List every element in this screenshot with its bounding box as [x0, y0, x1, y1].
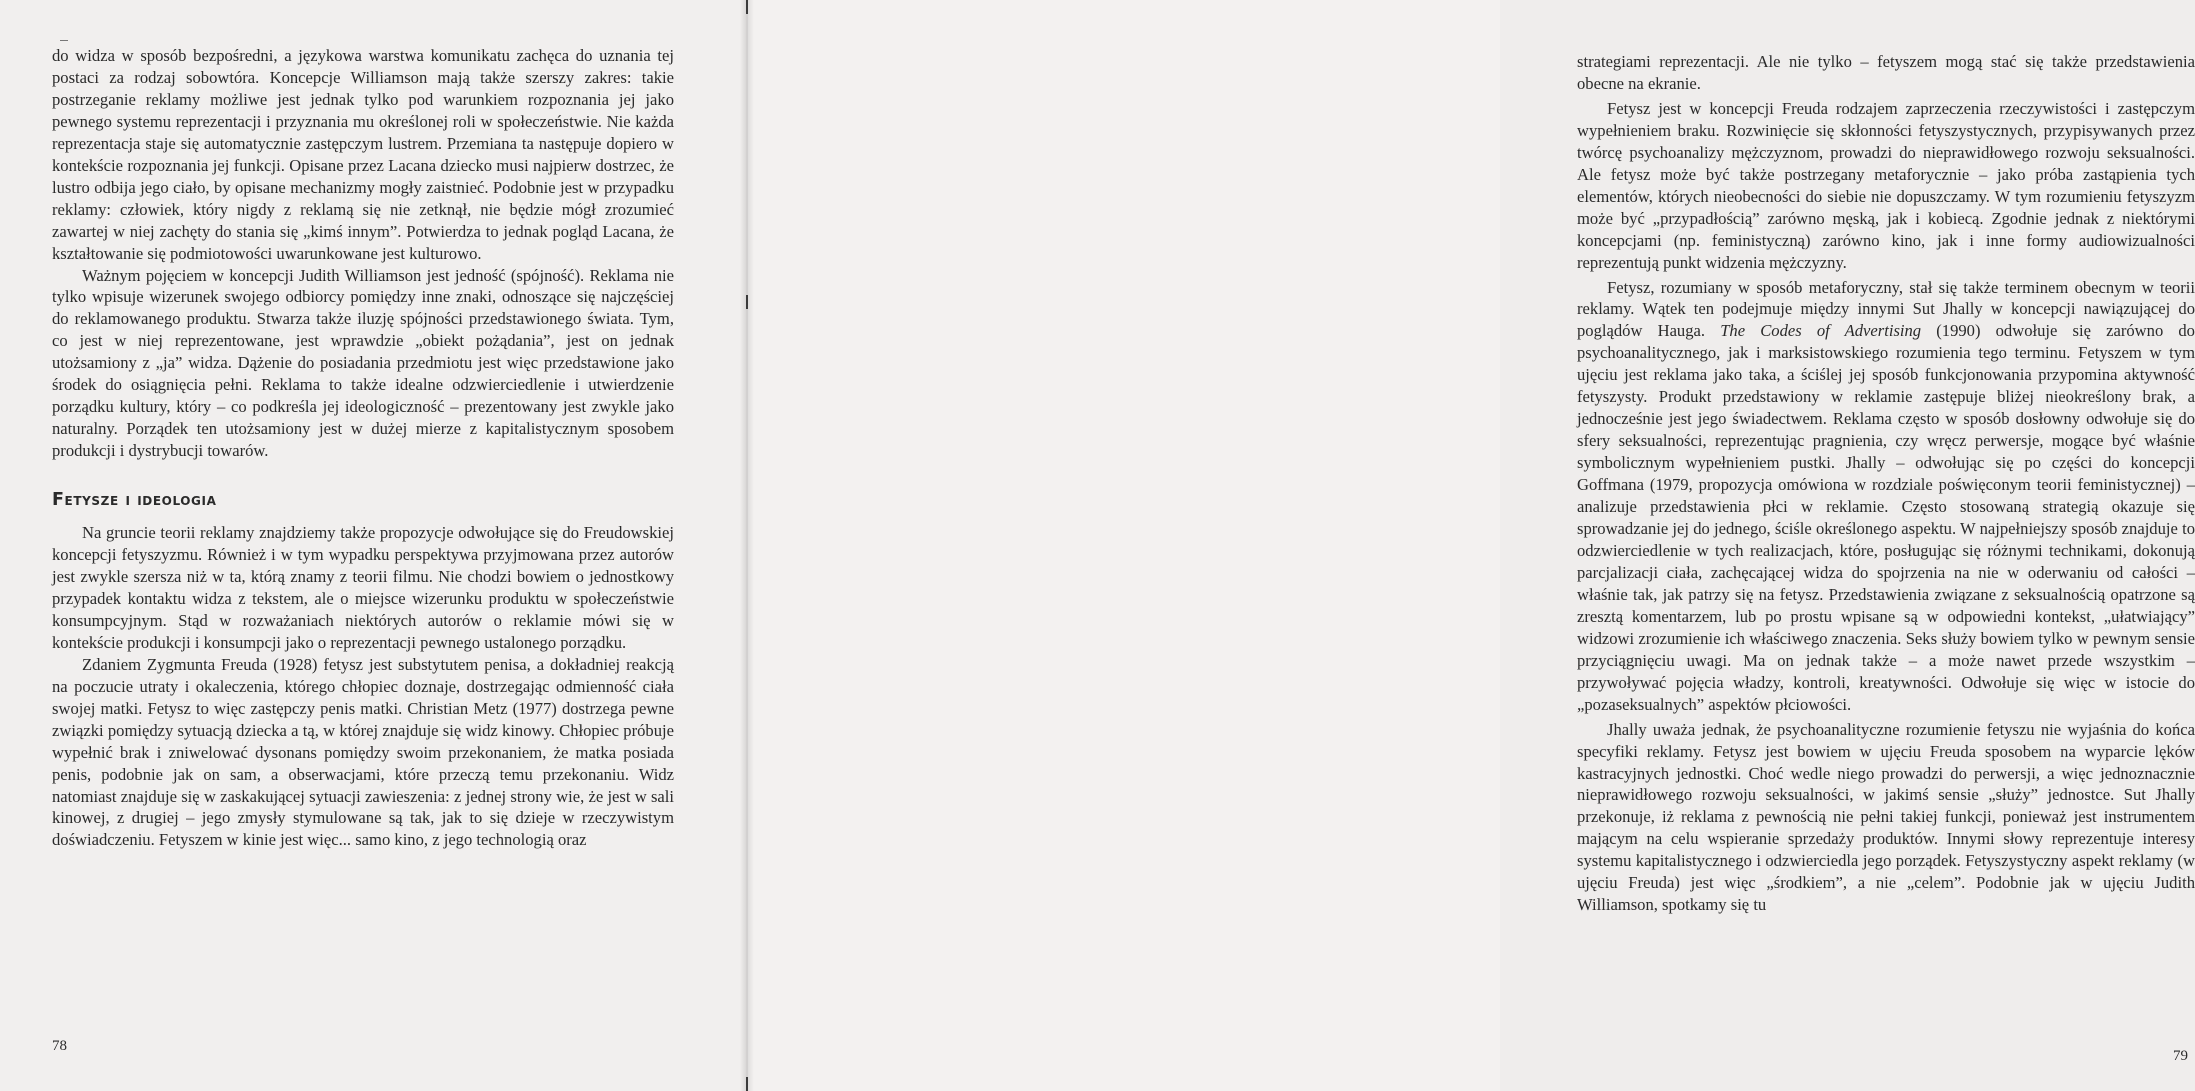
- paragraph: Fetysz jest w koncepcji Freuda rodzajem zaprzeczenia rzeczywistości i zastępczym wypełnieniem braku. Rozwinięcie się skłonności fetyszystycznych, przypisywanych przez twórcę psychoanalizy mężczyznom, prowadzi do nieprawidłowego rozwoju seksualności. Ale fetysz może być także postrzegany metaforycznie – jako próba zastąpienia tych elementów, których nieobecności do siebie nie dopuszczamy. W tym rozumieniu fetyszyzm może być „przypadłością” zarówno męską, jak i kobiecą. Zgodnie jednak z niektórymi koncepcjami (np. feministyczną) zarówno kino, jak i inne formy audiowizualności reprezentują punkt widzenia mężczyzny.: [1577, 98, 2195, 272]
- page-number: 79: [2173, 1048, 2188, 1064]
- left-page-text: [52, 45, 674, 851]
- binding-mark: [746, 0, 748, 14]
- book-title: The Codes of Advertising: [1720, 321, 1922, 341]
- paragraph: do widza w sposób bezpośredni, a językowa warstwa komunikatu zachęca do uznania tej postaci za rodzaj sobowtóra. Koncepcje Williamson mają także szerszy zakres: takie postrzeganie reklamy możliwe jest jednak tylko pod warunkiem rozpoznania jej jako pewnego systemu reprezentacji i przyznania mu określonej roli w społeczeństwie. Nie każda reprezentacja staje się automatycznie zastępczym lustrem. Przemiana ta następuje dopiero w kontekście rozpoznania jej funkcji. Opisane przez Lacana dziecko musi najpierw dostrzec, że lustro odbija jego ciało, by opisane mechanizmy mogły zaistnieć. Podobnie jest w przypadku reklamy: człowiek, który nigdy z reklamą się nie zetknął, nie będzie mógł zrozumieć zawartej w niej zachęty do stania się „kimś innym”. Potwierdza to jednak pogląd Lacana, że kształtowanie się podmiotowości uwarunkowane jest kulturowo.: [52, 46, 674, 263]
- binding-mark: [746, 1077, 748, 1091]
- right-page: [747, 0, 2195, 1091]
- page-number: 78: [52, 1038, 67, 1054]
- paragraph: [1577, 277, 2195, 716]
- paragraph: Zdaniem Zygmunta Freuda (1928) fetysz jest substytutem penisa, a dokładniej reakcją na poczucie utraty i okaleczenia, którego chłopiec doznaje, dostrzegając odmienność ciała swojej matki. Fetysz to więc zastępczy penis matki. Christian Metz (1977) dostrzega pewne związki pomiędzy sytuacją dziecka a tą, w której znajduje się widz kinowy. Chłopiec próbuje wypełnić brak i zniwelować dysonans pomiędzy swoim przekonaniem, że matka posiada penis, podobnie jak on sam, a obserwacjami, które przeczą temu przekonaniu. Widz natomiast znajduje się w zaskakującej sytuacji zawieszenia: z jednej strony wie, że jest w sali kinowej, z drugiej – jego zmysły stymulowane są tak, jak to się dzieje w rzeczywistym doświadczeniu. Fetyszem w kinie jest więc... samo kino, z jego technologią oraz: [52, 654, 674, 850]
- paragraph: Na gruncie teorii reklamy znajdziemy także propozycje odwołujące się do Freudowskiej koncepcji fetyszyzmu. Również i w tym wypadku perspektywa przyjmowana przez autorów jest zwykle szersza niż w ta, którą znamy z teorii filmu. Nie chodzi bowiem o jednostkowy przypadek kontaktu widza z tekstem, ale o miejsce wizerunku produktu w społeczeństwie konsumpcyjnym. Stąd w rozważaniach niektórych autorów o reklamie mówi się w kontekście produkcji i konsumpcji jako o reprezentacji pewnego ustalonego porządku.: [52, 523, 674, 652]
- left-page: [0, 0, 747, 1091]
- paragraph-text: (1990) odwołuje się zarówno do psychoanalitycznego, jak i marksistowskiego rozumienia tego terminu. Fetyszem w tym ujęciu jest reklama jako taka, a ściślej jej sposób funkcjonowania przypomina aktywność fetyszysty. Produkt przedstawiony w reklamie zastępuje bliżej nieokreślony brak, a jednocześnie jest jego świadectwem. Reklama często w sposób dosłowny odwołuje się do sfery seksualności, reprezentując pragnienia, czy wręcz perwersje, mogące być właśnie symbolicznym wypełnieniem pustki. Jhally – odwołując się po części do koncepcji Goffmana (1979, propozycja omówiona w rozdziale poświęconym teorii feministycznej) – analizuje przedstawienia płci w reklamie. Często stosowaną strategią okazuje się sprowadzanie jej do jednego, ściśle określonego aspektu. W najpełniejszy sposób znajduje to odzwierciedlenie w tych realizacjach, które, posługując się różnymi technikami, dokonują parcjalizacji ciała, zachęcającej widza do spojrzenia na nie w oderwaniu od całości – właśnie tak, jak patrzy się na fetysz. Przedstawienia związane z seksualnością opatrzone są zresztą komentarzem, lub po prostu wpisane są w odpowiedni kontekst, „ułatwiający” widzowi zrozumienie ich właściwego znaczenia. Seks służy bowiem tylko w pewnym sensie przyciągnięciu uwagi. Ma on jednak także – a może nawet przede wszystkim – przywoływać pojęcia władzy, kontroli, kreatywności. Odwołuje się więc w istocie do „pozaseksualnych” aspektów płciowości.: [1577, 321, 2195, 714]
- right-page-text: [1577, 51, 2195, 916]
- paragraph: Jhally uważa jednak, że psychoanalityczne rozumienie fetyszu nie wyjaśnia do końca specyfiki reklamy. Fetysz jest bowiem w ujęciu Freuda sposobem na wyparcie lęków kastracyjnych jednostki. Choć wedle niego prowadzi do perwersji, a więc jednoznacznie nieprawidłowego rozwoju seksualności, w jakimś sensie „służy” jednostce. Sut Jhally przekonuje, iż reklama z pewnością nie pełni takiej funkcji, ponieważ jest instrumentem mającym na celu wspieranie sprzedaży produktów. Innymi słowy reprezentuje interesy systemu kapitalistycznego i odzwierciedla jego porządek. Fetyszystyczny aspekt reklamy (w ujęciu Freuda) jest więc „środkiem”, a nie „celem”. Podobnie jak w ujęciu Judith Williamson, spotkamy się tu: [1577, 719, 2195, 915]
- scan-mark: [60, 40, 68, 41]
- section-heading: Fetysze i ideologia: [52, 490, 217, 511]
- binding-mark: [746, 295, 748, 309]
- book-gutter: [740, 0, 754, 1091]
- paragraph-text: Fetysz, rozumiany w sposób metaforyczny, stał się także terminem obecnym w teorii reklamy. Wątek ten podejmuje między innymi Sut Jhally w koncepcji nawiązującej do poglądów Hauga.: [1577, 277, 2195, 341]
- paragraph: strategiami reprezentacji. Ale nie tylko – fetyszem mogą stać się także przedstawienia obecne na ekranie.: [1577, 52, 2195, 93]
- paragraph: Ważnym pojęciem w koncepcji Judith Williamson jest jedność (spójność). Reklama nie tylko wpisuje wizerunek swojego odbiorcy pomiędzy inne znaki, odnoszące się najczęściej do reklamowanego produktu. Stwarza także iluzję spójności przedstawionego świata. Tym, co jest w niej reprezentowane, jest wprawdzie „obiekt pożądania”, jest on jednak utożsamiony z „ja” widza. Dążenie do posiadania przedmiotu jest więc przedstawione jako środek do osiągnięcia pełni. Reklama to także idealne odzwierciedlenie i utwierdzenie porządku kultury, który – co podkreśla jej ideologiczność – prezentowany jest zwykle jako naturalny. Porządek ten utożsamiony jest w dużej mierze z kapitalistycznym sposobem produkcji i dystrybucji towarów.: [52, 265, 674, 461]
